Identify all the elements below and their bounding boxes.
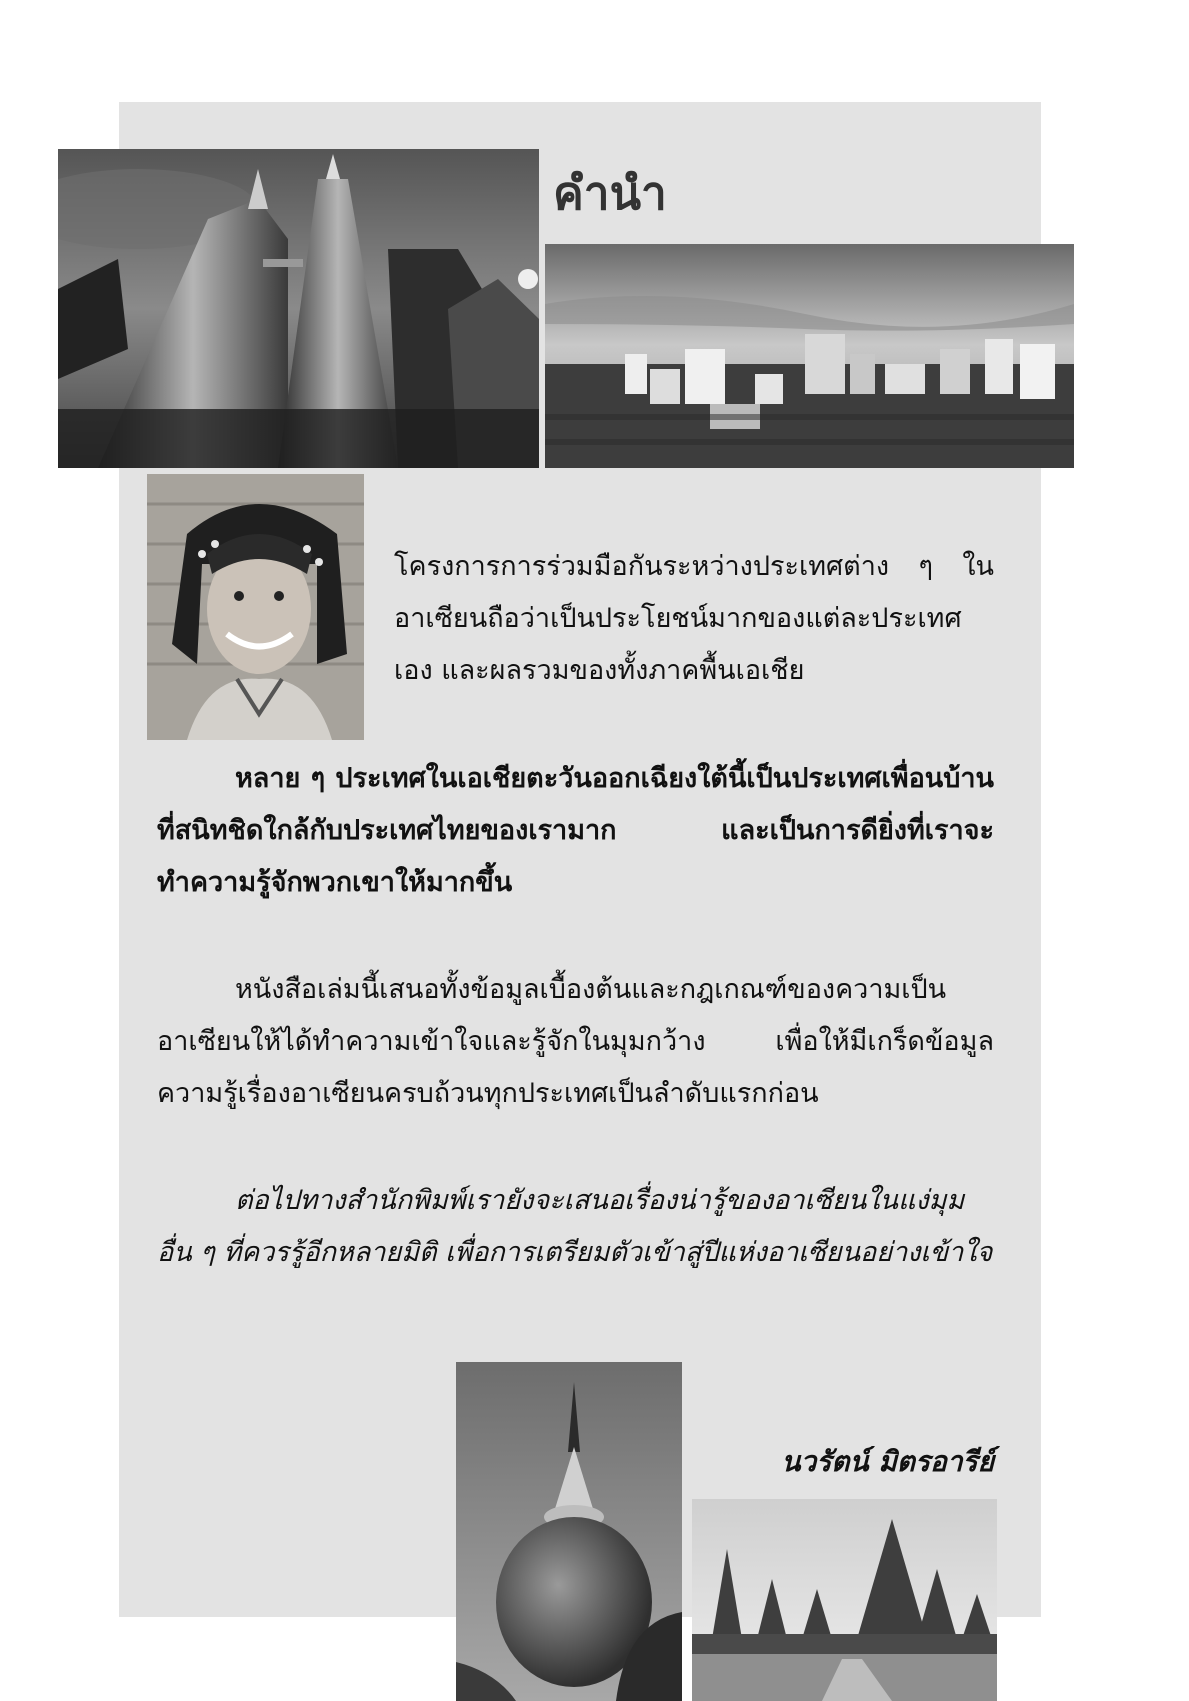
book-content-paragraph: หนังสือเล่มนี้เสนอทั้งข้อมูลเบื้องต้นและกฎเกณฑ์ของความเป็นอาเซียนให้ได้ทำความเข้าใจและรู้จักในมุมกว้าง เพื่อให้มีเกร็ดข้อมูลความรู้เรื่องอาเซียนครบถ้วนทุกประเทศเป็นลำดับแรกก่อน: [157, 974, 994, 1109]
golden-rock-pagoda-photo: [456, 1362, 682, 1701]
girl-portrait-photo: [147, 474, 364, 740]
twin-towers-photo: [58, 149, 539, 468]
publisher-plans-paragraph: ต่อไปทางสำนักพิมพ์เรายังจะเสนอเรื่องน่ารู้ของอาเซียนในแง่มุมอื่น ๆ ที่ควรรู้อีกหลายมิติ เพื่อการเตรียมตัวเข้าสู่ปีแห่งอาเซียนอย่างเข้าใจ: [157, 1185, 993, 1268]
city-skyline-photo: [545, 244, 1074, 468]
temple-ruins-photo: [692, 1499, 997, 1701]
author-signature: นวรัตน์ มิตรอารีย์: [781, 1445, 994, 1478]
intro-paragraph: โครงการการร่วมมือกันระหว่างประเทศต่าง ๆ ในอาเซียนถือว่าเป็นประโยชน์มากของแต่ละประเทศเอง และผลรวมของทั้งภาคพื้นเอเชีย: [394, 551, 994, 686]
neighbors-paragraph: หลาย ๆ ประเทศในเอเชียตะวันออกเฉียงใต้นี้เป็นประเทศเพื่อนบ้านที่สนิทชิดใกล้กับประเทศไทยของเรามาก และเป็นการดียิ่งที่เราจะทำความรู้จักพวกเขาให้มากขึ้น: [157, 763, 994, 898]
page-title: คำนำ: [553, 166, 667, 220]
